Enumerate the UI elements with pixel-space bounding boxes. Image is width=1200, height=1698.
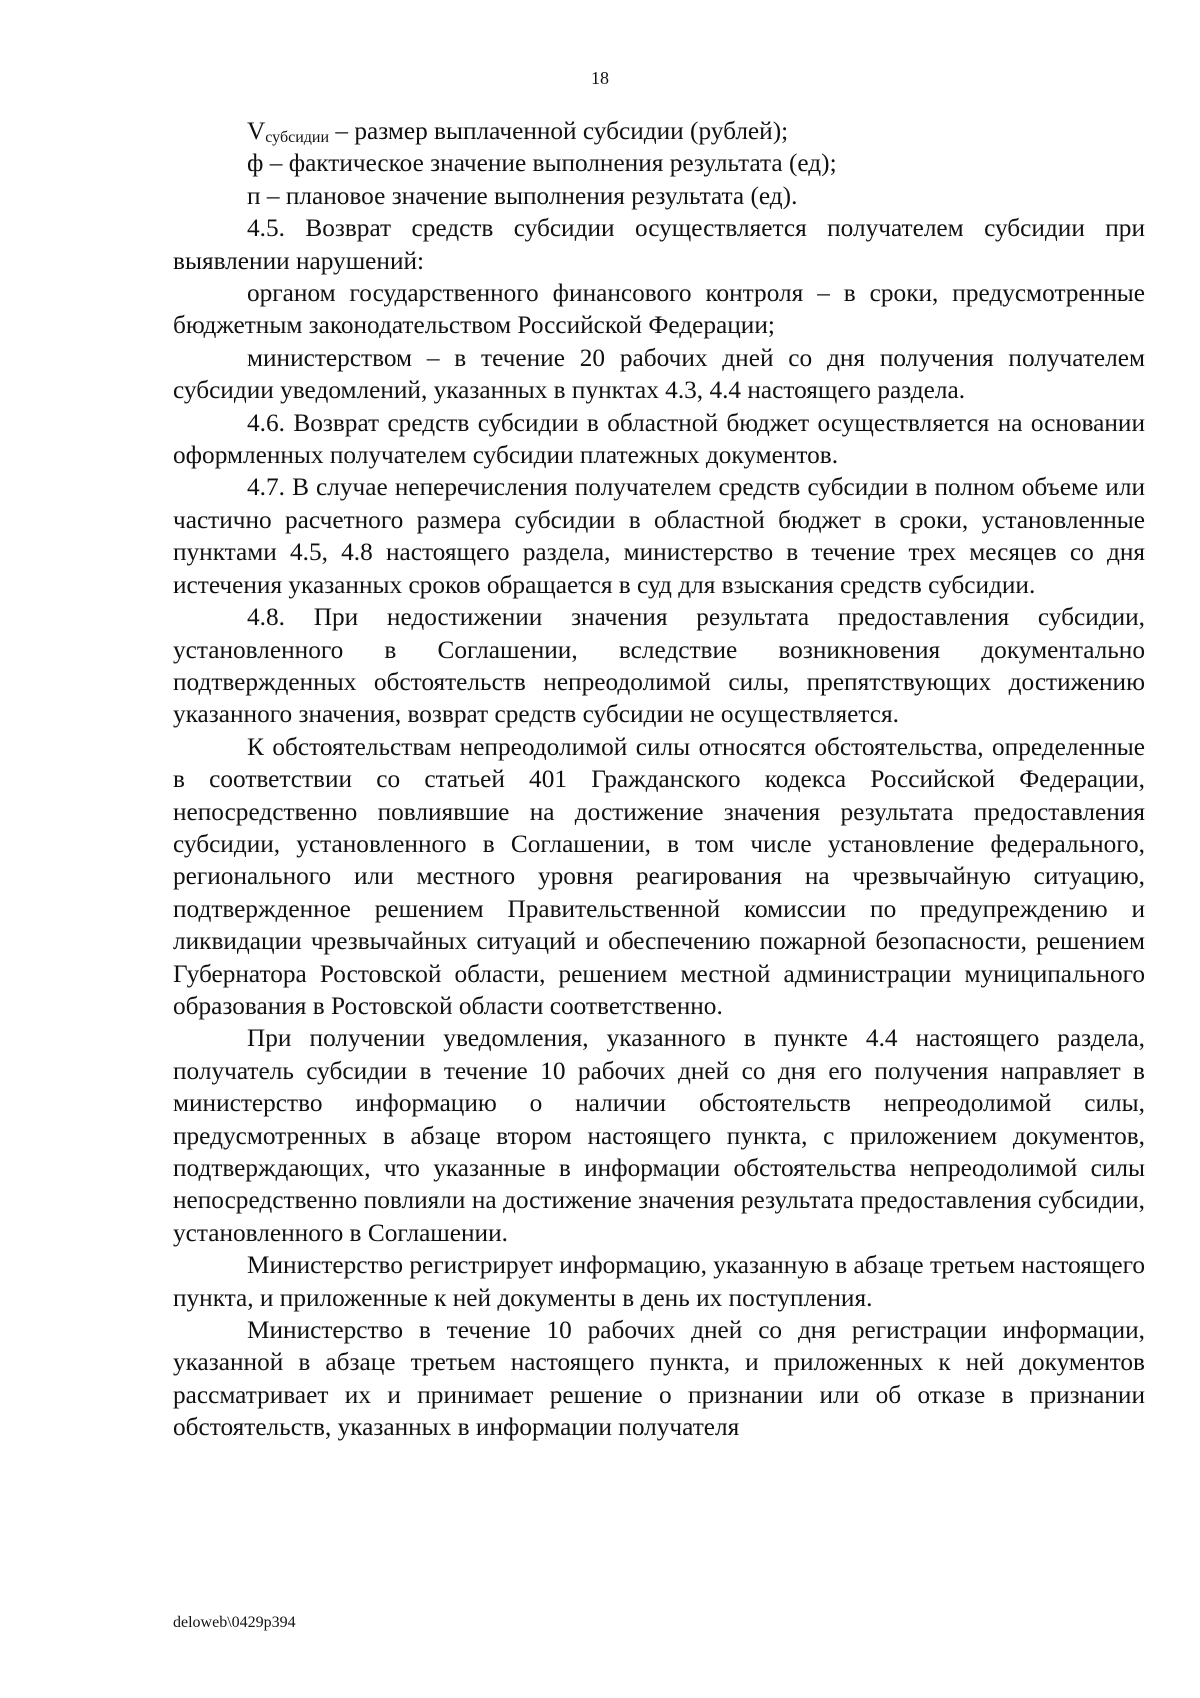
paragraph-4-6: 4.6. Возврат средств субсидии в областной бюджет осуществляется на основании оформленных получателем субсидии платежных документов. [173, 408, 1145, 470]
document-body [173, 115, 1145, 1444]
paragraph-registration: Министерство регистрирует информацию, указанную в абзаце третьем настоящего пункта, и приложенные к ней документы в день их поступления. [173, 1251, 1145, 1312]
paragraph-review: Министерство в течение 10 рабочих дней со дня регистрации информации, указанной в абзаце третьем настоящего пункта, и приложенных к ней документов рассматривает их и принимает решение о признании или об отказе в признании обстоятельств, указанных в информации получателя [173, 1316, 1145, 1442]
paragraph-4-8: 4.8. При недостижении значения результата предоставления субсидии, установленного в Соглашении, вследствие возникновения документально подтвержденных обстоятельств непреодолимой силы, препятствующих достижению указанного значения, возврат средств субсидии не осуществляется. [173, 603, 1145, 729]
formula-v-text: – размер выплаченной субсидии (рублей); [329, 117, 789, 145]
paragraph-notification: При получении уведомления, указанного в пункте 4.4 настоящего раздела, получатель субсидии в течение 10 рабочих дней со дня его получения направляет в министерство информацию о наличии обстоятельств непреодолимой силы, предусмотренных в абзаце втором настоящего пункта, с приложением документов, подтверждающих, что указанные в информации обстоятельства непреодолимой силы непосредственно повлияли на достижение значения результата предоставления субсидии, установленного в Соглашении. [173, 1024, 1145, 1247]
formula-line-v [173, 115, 1145, 147]
paragraph-4-5-ministry: министерством – в течение 20 рабочих дней со дня получения получателем субсидии уведомлений, указанных в пунктах 4.3, 4.4 настоящего раздела. [173, 343, 1145, 405]
paragraph-4-5: 4.5. Возврат средств субсидии осуществляется получателем субсидии при выявлении нарушений: [173, 214, 1145, 275]
paragraph-4-7: 4.7. В случае неперечисления получателем средств субсидии в полном объеме или частично расчетного размера субсидии в областной бюджет в сроки, установленные пунктами 4.5, 4.8 настоящего раздела, министерство в течение трех месяцев со дня истечения указанных сроков обращается в суд для взыскания средств субсидии. [173, 473, 1145, 599]
formula-line-f: ф – фактическое значение выполнения результата (ед); [247, 149, 837, 178]
footer-doc-id: deloweb\0429p394 [173, 1614, 296, 1631]
page-number: 18 [591, 68, 609, 88]
formula-v-symbol: V [247, 117, 266, 145]
paragraph-4-5-control-body: органом государственного финансового контроля – в сроки, предусмотренные бюджетным законодательством Российской Федерации; [173, 279, 1145, 340]
formula-v-subscript: субсидии [265, 129, 330, 146]
paragraph-force-majeure-definition: К обстоятельствам непреодолимой силы относятся обстоятельства, определенные в соответствии со статьей 401 Гражданского кодекса Российской Федерации, непосредственно повлиявшие на достижение значения результата предоставления субсидии, установленного в Соглашении, в том числе установление федерального, регионального или местного уровня реагирования на чрезвычайную ситуацию, подтвержденное решением Правительственной комиссии по предупреждению и ликвидации чрезвычайных ситуаций и обеспечению пожарной безопасности, решением Губернатора Ростовской области, решением местной администрации муниципального образования в Ростовской области соответственно. [173, 732, 1145, 1020]
formula-line-p: п – плановое значение выполнения результата (ед). [247, 181, 798, 210]
